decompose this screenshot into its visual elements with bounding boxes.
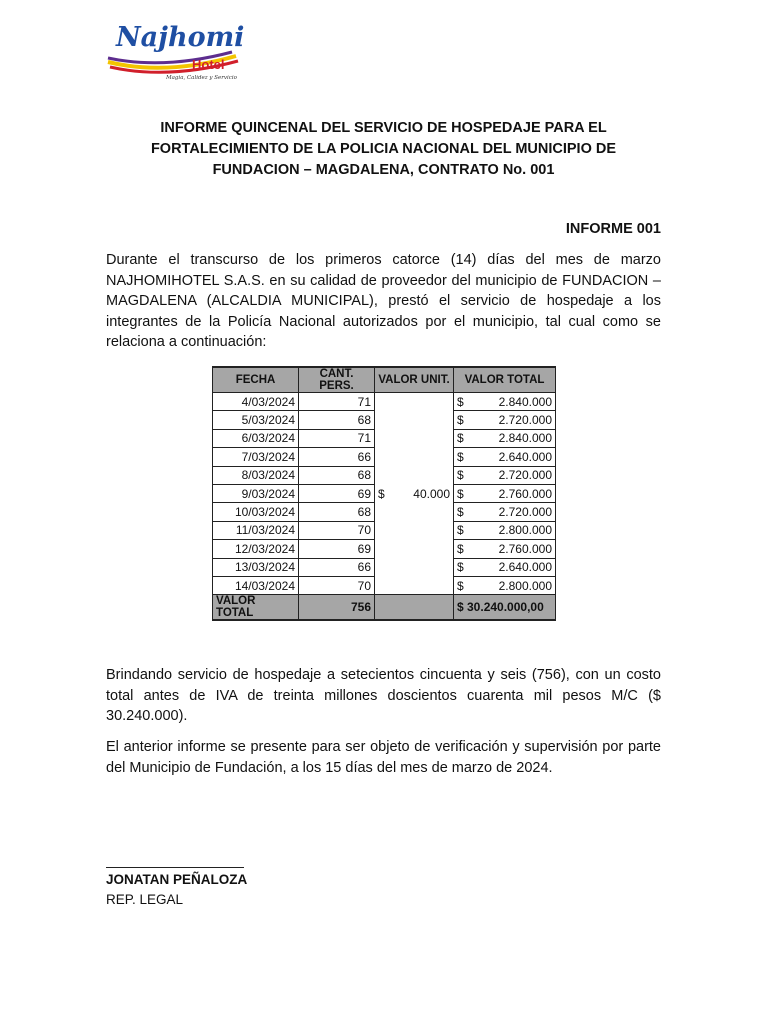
signature-line — [106, 867, 244, 868]
header-unit: VALOR UNIT. — [375, 367, 454, 393]
cell-cant: 66 — [299, 558, 375, 576]
currency-symbol: $ — [457, 560, 464, 575]
cell-total — [454, 393, 556, 411]
table-total-row — [213, 595, 556, 621]
cell-total — [454, 521, 556, 539]
cell-cant: 70 — [299, 521, 375, 539]
total-amount: 2.720.000 — [498, 413, 552, 428]
report-number: INFORME 001 — [565, 221, 661, 237]
closing-paragraph: El anterior informe se presente para ser objeto de verificación y supervisión por parte del Municipio de Fundación, a los 15 días del mes de marzo de 2024. — [106, 739, 661, 776]
cell-cant: 68 — [299, 466, 375, 484]
total-amount: 2.640.000 — [498, 560, 552, 575]
cell-total — [454, 540, 556, 558]
signer-role: REP. LEGAL — [106, 892, 184, 907]
currency-symbol: $ — [378, 486, 385, 501]
currency-symbol: $ — [457, 431, 464, 446]
hotel-logo — [104, 18, 244, 84]
currency-symbol: $ — [457, 449, 464, 464]
cell-fecha: 5/03/2024 — [213, 411, 299, 429]
cell-cant: 69 — [299, 540, 375, 558]
cell-cant: 71 — [299, 429, 375, 447]
cell-fecha: 9/03/2024 — [213, 484, 299, 502]
cell-fecha: 7/03/2024 — [213, 448, 299, 466]
cell-unit-value — [375, 393, 454, 595]
total-amount: 2.760.000 — [498, 486, 552, 501]
cell-fecha: 14/03/2024 — [213, 576, 299, 594]
total-unit-empty — [375, 595, 454, 621]
cell-total — [454, 558, 556, 576]
cell-total — [454, 448, 556, 466]
table-header-row — [213, 367, 556, 393]
table-row — [213, 393, 556, 411]
signer-name: JONATAN PEÑALOZA — [106, 872, 248, 887]
intro-paragraph: Durante el transcurso de los primeros catorce (14) días del mes de marzo NAJHOMIHOTEL S.A.S. en su calidad de proveedor del municipio de FUNDACION – MAGDALENA (ALCALDIA MUNICIPAL), prestó el servicio de hospedaje a los integrantes de la Policía Nacional autorizados por el municipio, tal cual como se relaciona a continuación: — [106, 252, 661, 350]
lodging-table — [212, 366, 556, 621]
currency-symbol: $ — [457, 413, 464, 428]
logo-tagline: Magia, Calidez y Servicio — [166, 75, 237, 81]
cell-total — [454, 411, 556, 429]
header-cant: CANT. PERS. — [299, 367, 375, 393]
cell-total — [454, 429, 556, 447]
cell-fecha: 13/03/2024 — [213, 558, 299, 576]
currency-symbol: $ — [457, 505, 464, 520]
total-amount: 2.800.000 — [498, 578, 552, 593]
total-label: VALOR TOTAL — [213, 595, 299, 621]
total-amount: 2.720.000 — [498, 468, 552, 483]
total-amount: 2.800.000 — [498, 523, 552, 538]
cell-cant: 68 — [299, 411, 375, 429]
grand-total: $ 30.240.000,00 — [454, 595, 556, 621]
total-amount: 2.840.000 — [498, 394, 552, 409]
logo-brand-text: Najhomi — [116, 22, 244, 53]
cell-cant: 68 — [299, 503, 375, 521]
document-title — [106, 118, 661, 181]
cell-total — [454, 503, 556, 521]
cell-fecha: 6/03/2024 — [213, 429, 299, 447]
unit-amount: 40.000 — [413, 486, 450, 501]
cell-cant: 69 — [299, 484, 375, 502]
title-line: FORTALECIMIENTO DE LA POLICIA NACIONAL DEL MUNICIPIO DE — [150, 141, 617, 157]
cell-fecha: 8/03/2024 — [213, 466, 299, 484]
currency-symbol: $ — [457, 486, 464, 501]
cell-total — [454, 466, 556, 484]
cell-cant: 70 — [299, 576, 375, 594]
currency-symbol: $ — [457, 578, 464, 593]
cell-fecha: 11/03/2024 — [213, 521, 299, 539]
currency-symbol: $ — [457, 394, 464, 409]
title-line: FUNDACION – MAGDALENA, CONTRATO No. 001 — [212, 162, 555, 178]
total-amount: 2.720.000 — [498, 505, 552, 520]
cell-cant: 66 — [299, 448, 375, 466]
currency-symbol: $ — [457, 541, 464, 556]
title-line: INFORME QUINCENAL DEL SERVICIO DE HOSPEDAJE PARA EL — [160, 120, 607, 136]
summary-paragraph: Brindando servicio de hospedaje a setecientos cincuenta y seis (756), con un costo total antes de IVA de treinta millones doscientos cuarenta mil pesos M/C ($ 30.240.000). — [106, 667, 661, 724]
total-cant: 756 — [299, 595, 375, 621]
total-amount: 2.840.000 — [498, 431, 552, 446]
total-amount: 2.640.000 — [498, 449, 552, 464]
cell-fecha: 10/03/2024 — [213, 503, 299, 521]
total-amount: 2.760.000 — [498, 541, 552, 556]
cell-fecha: 12/03/2024 — [213, 540, 299, 558]
cell-fecha: 4/03/2024 — [213, 393, 299, 411]
logo-sub-text: Hotel — [192, 57, 225, 72]
header-total: VALOR TOTAL — [454, 367, 556, 393]
header-fecha: FECHA — [213, 367, 299, 393]
currency-symbol: $ — [457, 523, 464, 538]
cell-total — [454, 484, 556, 502]
cell-cant: 71 — [299, 393, 375, 411]
currency-symbol: $ — [457, 468, 464, 483]
cell-total — [454, 576, 556, 594]
